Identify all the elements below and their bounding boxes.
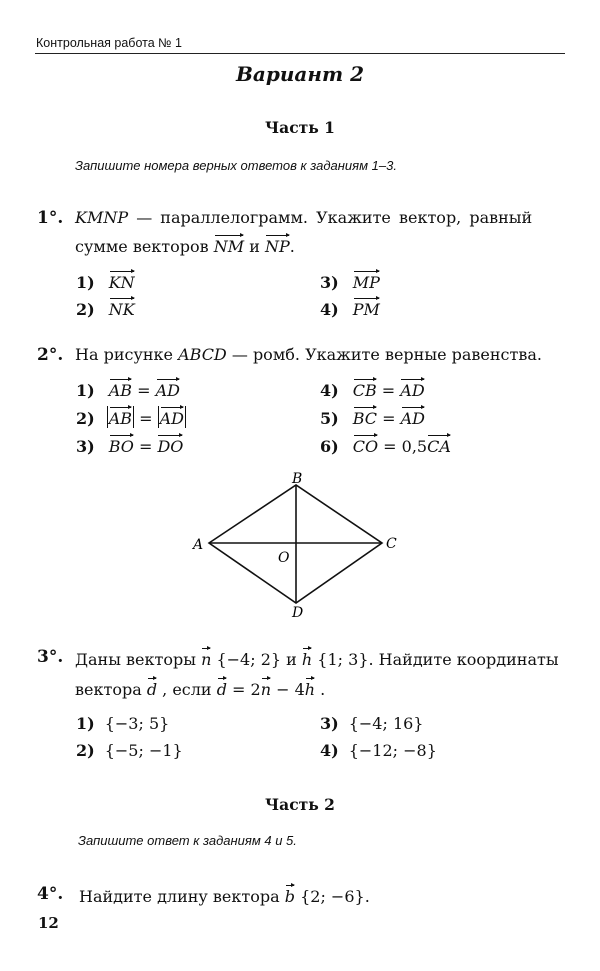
task-number: 4°. (37, 884, 64, 904)
page-number: 12 (38, 914, 59, 932)
answer-option-4 (320, 741, 437, 761)
task-text: Даны векторы (75, 650, 202, 669)
task-text: — ромб. Укажите верные равенства. (226, 345, 542, 364)
answer-number: 2) (76, 409, 95, 428)
operator: = (134, 409, 158, 428)
vector: AD (400, 378, 424, 400)
part1-instruction: Запишите номера верных ответов к заданиям 1–3. (75, 158, 397, 173)
task-number: 3°. (37, 647, 64, 667)
vector: AD (401, 406, 425, 428)
vector: BC (353, 406, 377, 428)
vector: d (217, 677, 227, 699)
task-text: . (315, 680, 326, 699)
answer-number: 1) (76, 381, 95, 400)
task-text-line2 (75, 677, 325, 699)
coordinates: {−4; 2} (211, 650, 287, 669)
vector: CB (353, 378, 377, 400)
vertex-label-d: D (292, 605, 304, 621)
answer-number: 1) (76, 714, 95, 733)
answer-number: 2) (76, 741, 95, 760)
task-text: вектора (75, 680, 147, 699)
vector: h (302, 647, 312, 669)
vector: n (261, 677, 271, 699)
running-header: Контрольная работа № 1 (36, 36, 182, 50)
vertex-label-b: B (292, 471, 303, 487)
answer-number: 4) (320, 300, 339, 319)
task-text: — параллелограмм. Укажите вектор, равный (128, 208, 533, 227)
operator: = 2 (226, 680, 261, 699)
vertex-label-c: C (386, 536, 397, 552)
answer-number: 1) (76, 273, 95, 292)
answer-option-3 (320, 714, 423, 734)
coefficient: 0,5 (401, 437, 428, 456)
vector: MP (353, 270, 380, 292)
vector: CA (427, 434, 451, 456)
answer-value: {−3; 5} (104, 714, 170, 733)
answer-value: {−5; −1} (104, 741, 183, 760)
answer-number: 3) (76, 437, 95, 456)
operator: = (377, 409, 401, 428)
part2-instruction: Запишите ответ к заданиям 4 и 5. (78, 833, 297, 848)
task-text: , если (157, 680, 217, 699)
answer-number: 4) (320, 741, 339, 760)
answer-option-1 (76, 714, 169, 734)
vector: b (285, 884, 295, 906)
vector: BO (109, 434, 134, 456)
vector: AD (160, 406, 184, 428)
task-text: . (289, 237, 295, 256)
answer-value: {−4; 16} (348, 714, 424, 733)
answer-number: 5) (320, 409, 339, 428)
task-text-line1 (79, 884, 370, 906)
coordinates: {1; 3}. Найдите координаты (312, 650, 559, 669)
vector: AD (156, 378, 180, 400)
vertex-label-a: A (193, 537, 204, 553)
answer-number: 3) (320, 714, 339, 733)
task-number: 1°. (37, 208, 64, 228)
vector: NP (265, 234, 290, 256)
vector: NM (214, 234, 244, 256)
operator: = (376, 381, 401, 400)
task-text: и (286, 650, 302, 669)
center-label-o: O (278, 550, 290, 566)
answer-value: {−12; −8} (348, 741, 437, 760)
task-text: и (244, 237, 265, 256)
variant-title: Вариант 2 (236, 62, 364, 86)
operator: = (133, 437, 158, 456)
task-text: На рисунке (75, 345, 179, 364)
vector: CO (353, 434, 378, 456)
vector: DO (157, 434, 183, 456)
answer-option-2 (76, 741, 183, 761)
figure-name: KMNP (75, 208, 129, 227)
operator: − 4 (271, 680, 305, 699)
vector: KN (109, 270, 135, 292)
task-text-line1 (75, 647, 559, 669)
vector: NK (109, 297, 135, 319)
operator: = (378, 437, 402, 456)
vector: AB (109, 378, 132, 400)
part2-title: Часть 2 (265, 795, 335, 814)
task-text: Найдите длину вектора (79, 887, 285, 906)
answer-number: 3) (320, 273, 339, 292)
operator: = (132, 381, 156, 400)
vector: h (305, 677, 315, 699)
rhombus-lines (209, 485, 382, 603)
vector: n (201, 647, 211, 669)
coordinates: {2; −6}. (295, 887, 370, 906)
part1-title: Часть 1 (265, 118, 335, 137)
answer-number: 4) (320, 381, 339, 400)
task-number: 2°. (37, 345, 64, 365)
task-text: сумме векторов (75, 237, 214, 256)
vector: PM (353, 297, 380, 319)
answer-number: 6) (320, 437, 339, 456)
answer-number: 2) (76, 300, 95, 319)
vector: d (147, 677, 157, 699)
figure-name: ABCD (178, 345, 227, 364)
vector: AB (109, 406, 132, 428)
